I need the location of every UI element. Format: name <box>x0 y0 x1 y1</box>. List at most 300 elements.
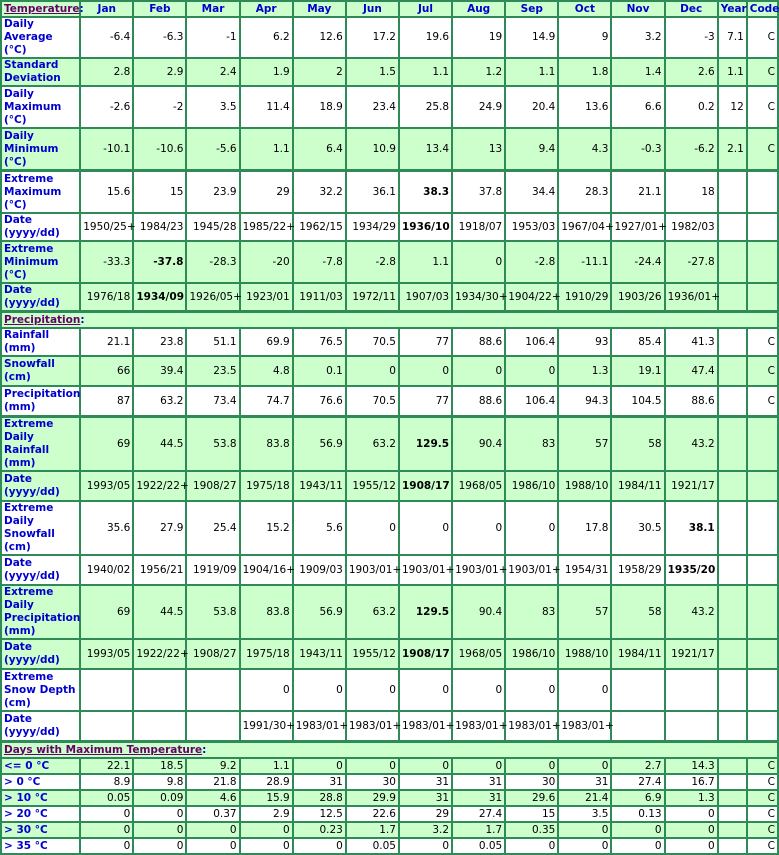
code-cell <box>747 471 778 501</box>
year-cell <box>718 417 747 472</box>
value-cell-may: 1909/03 <box>293 555 346 585</box>
code-cell <box>747 417 778 472</box>
value-cell-may: 31 <box>293 774 346 790</box>
value-cell-jul <box>399 213 452 241</box>
value-cell-mar: 1945/28 <box>186 213 239 241</box>
code-cell <box>747 555 778 585</box>
value-cell-jul: 1.1 <box>399 58 452 86</box>
value-cell-feb: 18.5 <box>133 758 186 774</box>
value-cell-oct: 0 <box>558 822 611 838</box>
record-value: -37.8 <box>153 255 184 268</box>
value-cell-jun: 1.7 <box>346 822 399 838</box>
value-cell-apr: 2.9 <box>240 806 293 822</box>
value-cell-aug: 31 <box>452 790 505 806</box>
col-feb: Feb <box>133 1 186 17</box>
value-cell-sep: 1953/03 <box>505 213 558 241</box>
year-cell <box>718 790 747 806</box>
value-cell-nov: 3.2 <box>611 17 664 58</box>
value-cell-feb: 15 <box>133 171 186 214</box>
value-cell-nov: 1903/26 <box>611 283 664 312</box>
value-cell-oct: 1.3 <box>558 356 611 386</box>
value-cell-nov: 0 <box>611 822 664 838</box>
record-value: 1908/17 <box>401 479 450 492</box>
value-cell-dec: 1982/03 <box>665 213 718 241</box>
value-cell-aug: 1934/30+ <box>452 283 505 312</box>
value-cell-dec: 16.7 <box>665 774 718 790</box>
value-cell-oct: -11.1 <box>558 241 611 283</box>
value-cell-sep: 1986/10 <box>505 639 558 669</box>
value-cell-feb: 39.4 <box>133 356 186 386</box>
value-cell-sep: 1983/01+ <box>505 711 558 742</box>
value-cell-apr: 29 <box>240 171 293 214</box>
table-row <box>1 555 778 585</box>
row-label: Date (yyyy/dd) <box>1 555 80 585</box>
col-mar: Mar <box>186 1 239 17</box>
value-cell-jul: 77 <box>399 328 452 356</box>
value-cell-oct: 3.5 <box>558 806 611 822</box>
row-label: > 30 °C <box>1 822 80 838</box>
value-cell-oct: 1.8 <box>558 58 611 86</box>
row-label: > 20 °C <box>1 806 80 822</box>
table-row <box>1 806 778 822</box>
value-cell-nov: 0.13 <box>611 806 664 822</box>
value-cell-jun: 70.5 <box>346 386 399 417</box>
col-may: May <box>293 1 346 17</box>
value-cell-jul: 31 <box>399 790 452 806</box>
value-cell-oct: 13.6 <box>558 86 611 128</box>
value-cell-nov: 1984/11 <box>611 471 664 501</box>
value-cell-jul <box>399 585 452 639</box>
section-header-days-max-temp: Days with Maximum Temperature: <box>1 742 778 759</box>
table-row <box>1 58 778 86</box>
value-cell-mar <box>186 711 239 742</box>
value-cell-may: 76.6 <box>293 386 346 417</box>
value-cell-jan: -33.3 <box>80 241 133 283</box>
value-cell-feb: 2.9 <box>133 58 186 86</box>
value-cell-oct: 28.3 <box>558 171 611 214</box>
code-cell: C <box>747 806 778 822</box>
value-cell-jan: 21.1 <box>80 328 133 356</box>
value-cell-jan: 1940/02 <box>80 555 133 585</box>
value-cell-dec: -6.2 <box>665 128 718 171</box>
value-cell-apr: 74.7 <box>240 386 293 417</box>
value-cell-aug: 1968/05 <box>452 471 505 501</box>
value-cell-may: 1962/15 <box>293 213 346 241</box>
value-cell-jan: 0 <box>80 822 133 838</box>
value-cell-dec <box>665 555 718 585</box>
year-cell <box>718 213 747 241</box>
col-jul: Jul <box>399 1 452 17</box>
value-cell-sep: 0 <box>505 669 558 711</box>
row-label: Snowfall (cm) <box>1 356 80 386</box>
value-cell-jul <box>399 171 452 214</box>
value-cell-dec: 1.3 <box>665 790 718 806</box>
value-cell-dec: 1921/17 <box>665 639 718 669</box>
value-cell-dec: 43.2 <box>665 585 718 639</box>
record-value: 1908/17 <box>401 647 450 660</box>
value-cell-jun: 36.1 <box>346 171 399 214</box>
value-cell-may: 18.9 <box>293 86 346 128</box>
value-cell-sep: 1986/10 <box>505 471 558 501</box>
value-cell-feb: 44.5 <box>133 585 186 639</box>
value-cell-apr: 28.9 <box>240 774 293 790</box>
year-cell <box>718 585 747 639</box>
section-row-days-max-temp <box>1 742 778 759</box>
value-cell-nov: -24.4 <box>611 241 664 283</box>
value-cell-jul: 1907/03 <box>399 283 452 312</box>
value-cell-oct: 9 <box>558 17 611 58</box>
value-cell-jan: 0 <box>80 838 133 854</box>
value-cell-nov: 2.7 <box>611 758 664 774</box>
row-label: Extreme Minimum (°C) <box>1 241 80 283</box>
value-cell-jan <box>80 669 133 711</box>
code-cell <box>747 283 778 312</box>
year-cell <box>718 774 747 790</box>
section-header-precipitation: Precipitation: <box>1 312 778 329</box>
code-cell <box>747 241 778 283</box>
code-cell: C <box>747 758 778 774</box>
value-cell-feb: 0 <box>133 838 186 854</box>
value-cell-mar: 2.4 <box>186 58 239 86</box>
value-cell-aug: 88.6 <box>452 328 505 356</box>
value-cell-feb: 0 <box>133 806 186 822</box>
value-cell-dec: 18 <box>665 171 718 214</box>
value-cell-aug: 1903/01+ <box>452 555 505 585</box>
value-cell-may: 56.9 <box>293 417 346 472</box>
value-cell-sep: 0 <box>505 838 558 854</box>
value-cell-aug: 0 <box>452 241 505 283</box>
code-cell: C <box>747 822 778 838</box>
section-header-temperature: Temperature: <box>1 1 80 17</box>
value-cell-mar: -1 <box>186 17 239 58</box>
value-cell-dec <box>665 501 718 555</box>
table-row <box>1 86 778 128</box>
value-cell-dec: 2.6 <box>665 58 718 86</box>
value-cell-feb <box>133 711 186 742</box>
table-row <box>1 639 778 669</box>
value-cell-jun: 1955/12 <box>346 471 399 501</box>
value-cell-nov <box>611 669 664 711</box>
value-cell-nov: 85.4 <box>611 328 664 356</box>
value-cell-nov: 30.5 <box>611 501 664 555</box>
value-cell-apr: -20 <box>240 241 293 283</box>
value-cell-nov: 58 <box>611 417 664 472</box>
value-cell-jul: 0 <box>399 356 452 386</box>
value-cell-jan: 0.05 <box>80 790 133 806</box>
code-cell: C <box>747 58 778 86</box>
value-cell-jan: -6.4 <box>80 17 133 58</box>
value-cell-sep: -2.8 <box>505 241 558 283</box>
value-cell-apr: 1985/22+ <box>240 213 293 241</box>
value-cell-sep: 34.4 <box>505 171 558 214</box>
value-cell-apr: 0 <box>240 822 293 838</box>
value-cell-may: 76.5 <box>293 328 346 356</box>
record-value: 38.1 <box>688 521 715 534</box>
table-row <box>1 838 778 854</box>
table-row <box>1 711 778 742</box>
value-cell-jul: 25.8 <box>399 86 452 128</box>
value-cell-jun: 23.4 <box>346 86 399 128</box>
value-cell-apr: 1904/16+ <box>240 555 293 585</box>
table-row <box>1 758 778 774</box>
value-cell-dec: 1936/01+ <box>665 283 718 312</box>
table-row <box>1 790 778 806</box>
table-row <box>1 774 778 790</box>
value-cell-apr: 0 <box>240 838 293 854</box>
record-value: 1936/10 <box>401 220 450 233</box>
value-cell-may: 5.6 <box>293 501 346 555</box>
value-cell-sep: 83 <box>505 417 558 472</box>
table-row <box>1 328 778 356</box>
value-cell-sep: 83 <box>505 585 558 639</box>
value-cell-oct: 0 <box>558 669 611 711</box>
value-cell-dec: 41.3 <box>665 328 718 356</box>
table-row <box>1 241 778 283</box>
value-cell-nov: 104.5 <box>611 386 664 417</box>
value-cell-nov <box>611 711 664 742</box>
code-cell <box>747 669 778 711</box>
days-max-temp-link[interactable]: Days with Maximum Temperature <box>4 743 203 756</box>
value-cell-jul: 29 <box>399 806 452 822</box>
row-label: Date (yyyy/dd) <box>1 471 80 501</box>
value-cell-jan: 69 <box>80 585 133 639</box>
row-label: Date (yyyy/dd) <box>1 711 80 742</box>
value-cell-aug: 27.4 <box>452 806 505 822</box>
value-cell-oct: 94.3 <box>558 386 611 417</box>
row-label: Date (yyyy/dd) <box>1 283 80 312</box>
precipitation-link[interactable]: Precipitation <box>4 313 81 326</box>
value-cell-jun: 70.5 <box>346 328 399 356</box>
value-cell-feb <box>133 241 186 283</box>
value-cell-jun: 30 <box>346 774 399 790</box>
value-cell-dec <box>665 711 718 742</box>
value-cell-nov: 6.6 <box>611 86 664 128</box>
value-cell-aug: 1918/07 <box>452 213 505 241</box>
value-cell-apr: 83.8 <box>240 417 293 472</box>
value-cell-mar: 25.4 <box>186 501 239 555</box>
value-cell-sep: 0 <box>505 356 558 386</box>
value-cell-oct: 17.8 <box>558 501 611 555</box>
value-cell-aug: 24.9 <box>452 86 505 128</box>
value-cell-feb: 1922/22+ <box>133 639 186 669</box>
value-cell-jan: 1976/18 <box>80 283 133 312</box>
value-cell-jun: 1903/01+ <box>346 555 399 585</box>
value-cell-aug: 0 <box>452 356 505 386</box>
value-cell-jul: 77 <box>399 386 452 417</box>
value-cell-may: 0.23 <box>293 822 346 838</box>
value-cell-feb: 0.09 <box>133 790 186 806</box>
code-cell: C <box>747 86 778 128</box>
value-cell-oct: 57 <box>558 417 611 472</box>
value-cell-may: -7.8 <box>293 241 346 283</box>
value-cell-jan: 69 <box>80 417 133 472</box>
value-cell-jan: 0 <box>80 806 133 822</box>
table-row <box>1 585 778 639</box>
record-value: 129.5 <box>415 437 450 450</box>
value-cell-mar: 1908/27 <box>186 639 239 669</box>
value-cell-jun: 0 <box>346 501 399 555</box>
value-cell-mar: 51.1 <box>186 328 239 356</box>
value-cell-mar: 53.8 <box>186 417 239 472</box>
value-cell-sep: 29.6 <box>505 790 558 806</box>
value-cell-oct: 1983/01+ <box>558 711 611 742</box>
value-cell-oct: 1988/10 <box>558 639 611 669</box>
value-cell-dec: 14.3 <box>665 758 718 774</box>
header-row <box>1 1 778 17</box>
value-cell-jun: 0 <box>346 356 399 386</box>
value-cell-nov: 1927/01+ <box>611 213 664 241</box>
value-cell-may: 1911/03 <box>293 283 346 312</box>
value-cell-oct: 0 <box>558 838 611 854</box>
table-row <box>1 471 778 501</box>
year-cell <box>718 241 747 283</box>
value-cell-feb: 44.5 <box>133 417 186 472</box>
value-cell-mar: 23.5 <box>186 356 239 386</box>
value-cell-may: 32.2 <box>293 171 346 214</box>
col-dec: Dec <box>665 1 718 17</box>
table-row <box>1 356 778 386</box>
value-cell-oct: 1967/04+ <box>558 213 611 241</box>
year-cell <box>718 711 747 742</box>
table-row <box>1 417 778 472</box>
value-cell-mar: 0 <box>186 822 239 838</box>
col-sep: Sep <box>505 1 558 17</box>
value-cell-jul <box>399 417 452 472</box>
table-row <box>1 213 778 241</box>
year-cell <box>718 838 747 854</box>
row-label: Extreme Daily Rainfall (mm) <box>1 417 80 472</box>
row-label: Rainfall (mm) <box>1 328 80 356</box>
value-cell-may: 12.6 <box>293 17 346 58</box>
year-cell <box>718 806 747 822</box>
value-cell-feb: 27.9 <box>133 501 186 555</box>
code-cell: C <box>747 838 778 854</box>
value-cell-sep: 20.4 <box>505 86 558 128</box>
code-cell: C <box>747 17 778 58</box>
row-label: > 0 °C <box>1 774 80 790</box>
year-cell <box>718 639 747 669</box>
value-cell-apr: 1975/18 <box>240 639 293 669</box>
value-cell-feb: -2 <box>133 86 186 128</box>
col-code: Code <box>747 1 778 17</box>
value-cell-nov: 19.1 <box>611 356 664 386</box>
table-row <box>1 669 778 711</box>
value-cell-jun: 1955/12 <box>346 639 399 669</box>
value-cell-nov: 0 <box>611 838 664 854</box>
value-cell-may: 28.8 <box>293 790 346 806</box>
value-cell-jul: 0 <box>399 758 452 774</box>
table-row <box>1 17 778 58</box>
value-cell-oct: 4.3 <box>558 128 611 171</box>
value-cell-nov: -0.3 <box>611 128 664 171</box>
value-cell-jun: 22.6 <box>346 806 399 822</box>
value-cell-may: 0 <box>293 669 346 711</box>
value-cell-feb: 23.8 <box>133 328 186 356</box>
value-cell-mar: 23.9 <box>186 171 239 214</box>
year-cell: 7.1 <box>718 17 747 58</box>
value-cell-apr: 1923/01 <box>240 283 293 312</box>
value-cell-jan <box>80 711 133 742</box>
table-row <box>1 501 778 555</box>
value-cell-aug: 1.7 <box>452 822 505 838</box>
value-cell-dec: 0 <box>665 822 718 838</box>
row-label: Daily Average (°C) <box>1 17 80 58</box>
value-cell-feb: 9.8 <box>133 774 186 790</box>
value-cell-may: 1943/11 <box>293 471 346 501</box>
code-cell: C <box>747 356 778 386</box>
value-cell-apr: 6.2 <box>240 17 293 58</box>
section-row-precipitation <box>1 312 778 329</box>
value-cell-jun: 17.2 <box>346 17 399 58</box>
record-value: 129.5 <box>415 605 450 618</box>
value-cell-nov: 58 <box>611 585 664 639</box>
row-label: Standard Deviation <box>1 58 80 86</box>
year-cell <box>718 356 747 386</box>
value-cell-mar: -28.3 <box>186 241 239 283</box>
value-cell-jan: 1993/05 <box>80 639 133 669</box>
row-label: > 35 °C <box>1 838 80 854</box>
value-cell-apr: 1.1 <box>240 128 293 171</box>
value-cell-feb: 1984/23 <box>133 213 186 241</box>
value-cell-mar: 1908/27 <box>186 471 239 501</box>
value-cell-aug: 37.8 <box>452 171 505 214</box>
value-cell-jun: -2.8 <box>346 241 399 283</box>
year-cell: 1.1 <box>718 58 747 86</box>
value-cell-dec: -3 <box>665 17 718 58</box>
code-cell <box>747 171 778 214</box>
value-cell-mar: 3.5 <box>186 86 239 128</box>
code-cell <box>747 639 778 669</box>
value-cell-feb: 63.2 <box>133 386 186 417</box>
temperature-link[interactable]: Temperature <box>4 2 80 15</box>
record-value: 1935/20 <box>667 563 716 576</box>
value-cell-may: 56.9 <box>293 585 346 639</box>
value-cell-mar: 53.8 <box>186 585 239 639</box>
year-cell <box>718 758 747 774</box>
value-cell-jan: 1993/05 <box>80 471 133 501</box>
value-cell-dec: 47.4 <box>665 356 718 386</box>
value-cell-dec: 0 <box>665 806 718 822</box>
value-cell-apr: 69.9 <box>240 328 293 356</box>
value-cell-may: 0 <box>293 838 346 854</box>
row-label: Date (yyyy/dd) <box>1 213 80 241</box>
value-cell-oct: 93 <box>558 328 611 356</box>
row-label: <= 0 °C <box>1 758 80 774</box>
value-cell-jul: 19.6 <box>399 17 452 58</box>
value-cell-sep: 1903/01+ <box>505 555 558 585</box>
value-cell-jan: 22.1 <box>80 758 133 774</box>
table-row <box>1 283 778 312</box>
value-cell-jul <box>399 471 452 501</box>
table-row <box>1 386 778 417</box>
value-cell-may: 12.5 <box>293 806 346 822</box>
value-cell-apr: 1975/18 <box>240 471 293 501</box>
year-cell <box>718 501 747 555</box>
value-cell-sep: 0 <box>505 758 558 774</box>
value-cell-sep: 15 <box>505 806 558 822</box>
value-cell-dec: 0.2 <box>665 86 718 128</box>
value-cell-jul: 13.4 <box>399 128 452 171</box>
code-cell: C <box>747 774 778 790</box>
value-cell-nov: 27.4 <box>611 774 664 790</box>
record-value: 1934/09 <box>136 290 184 303</box>
value-cell-jun: 1983/01+ <box>346 711 399 742</box>
value-cell-apr: 1.1 <box>240 758 293 774</box>
value-cell-may: 2 <box>293 58 346 86</box>
value-cell-jan: 87 <box>80 386 133 417</box>
col-oct: Oct <box>558 1 611 17</box>
value-cell-feb: -10.6 <box>133 128 186 171</box>
